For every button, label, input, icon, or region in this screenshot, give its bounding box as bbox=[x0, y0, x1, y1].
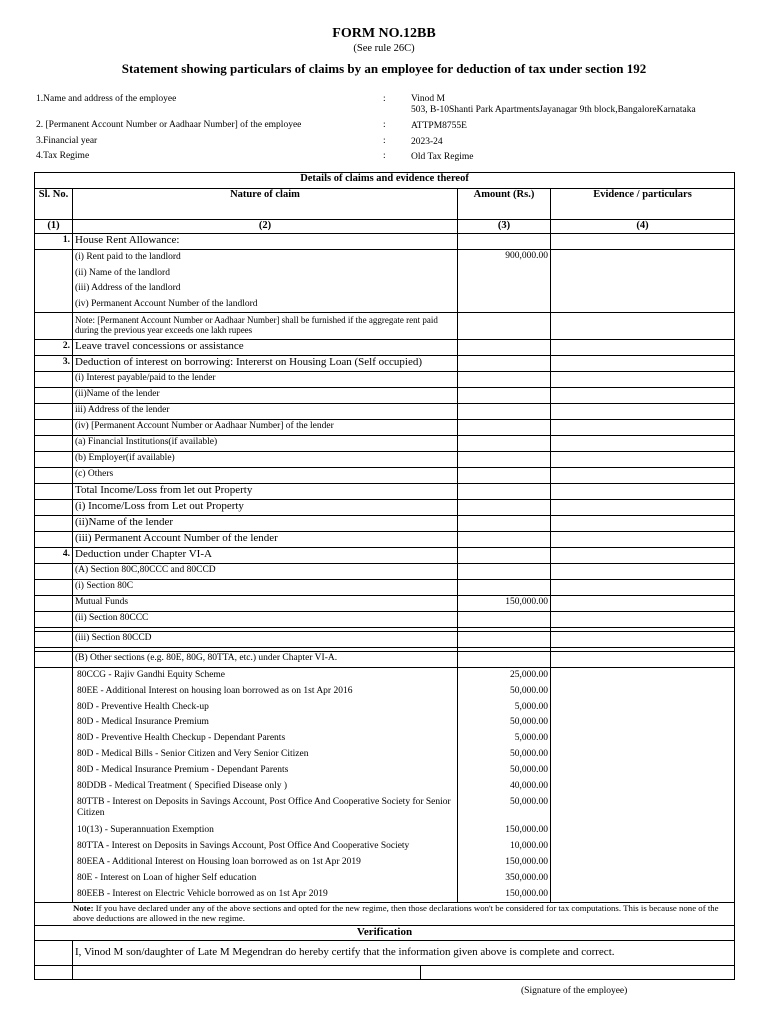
deduction-amount: 50,000.00 bbox=[510, 748, 548, 759]
list-item: (ii) Section 80CCC bbox=[73, 612, 458, 628]
colon: : bbox=[383, 94, 386, 104]
employee-address-value: 503, B-10Shanti Park ApartmentsJayanagar 9th block,BangaloreKarnataka bbox=[411, 105, 696, 115]
subsection-head: (B) Other sections (e.g. 80E, 80G, 80TTA, etc.) under Chapter VI-A. bbox=[73, 652, 458, 668]
list-item: (b) Employer(if available) bbox=[73, 452, 458, 468]
deduction-amount: 40,000.00 bbox=[510, 780, 548, 791]
section-title: Deduction of interest on borrowing: Intererst on Housing Loan (Self occupied) bbox=[73, 356, 458, 372]
colon: : bbox=[383, 136, 386, 146]
deduction-label: 10(13) - Superannuation Exemption bbox=[77, 825, 214, 836]
section-title: House Rent Allowance: bbox=[73, 234, 458, 250]
verification-text: I, Vinod M son/daughter of Late M Megendran do hereby certify that the information given above is complete and correct. bbox=[73, 941, 735, 966]
deduction-amount: 50,000.00 bbox=[510, 717, 548, 728]
deduction-amount: 5,000.00 bbox=[514, 733, 548, 744]
deduction-label: 80EEB - Interest on Electric Vehicle borrowed as on 1st Apr 2019 bbox=[77, 888, 328, 899]
tax-regime-label: 4.Tax Regime bbox=[36, 151, 90, 161]
deduction-label: 80D - Preventive Health Checkup - Dependant Parents bbox=[77, 733, 286, 744]
table-caption: Details of claims and evidence thereof bbox=[35, 173, 735, 189]
deduction-amount: 150,000.00 bbox=[505, 888, 548, 899]
landlord-pan-label: (iv) Permanent Account Number of the landlord bbox=[75, 298, 258, 309]
claims-table bbox=[34, 172, 735, 980]
header-nature: Nature of claim bbox=[73, 189, 458, 220]
deduction-label: 80CCG - Rajiv Gandhi Equity Scheme bbox=[77, 670, 226, 680]
list-item: (iv) [Permanent Account Number or Aadhaar Number] of the lender bbox=[73, 420, 458, 436]
form-title: FORM NO.12BB bbox=[332, 26, 436, 41]
list-item: iii) Address of the lender bbox=[73, 404, 458, 420]
deduction-amount: 150,000.00 bbox=[505, 856, 548, 867]
note-label: Note: bbox=[73, 903, 94, 914]
hra-note: Note: [Permanent Account Number or Aadhaar Number] shall be furnished if the aggregate rent paid during the previous year exceeds one lakh rupees bbox=[73, 313, 458, 340]
section-number: 2. bbox=[35, 340, 73, 356]
deduction-label: 80E - Interest on Loan of higher Self education bbox=[77, 872, 257, 883]
deduction-label: 80TTA - Interest on Deposits in Savings Account, Post Office And Cooperative Society bbox=[77, 841, 410, 852]
deduction-amount: 10,000.00 bbox=[510, 841, 548, 852]
deduction-amount: 25,000.00 bbox=[510, 670, 548, 680]
employee-pan-value: ATTPM8755E bbox=[411, 121, 467, 131]
employee-name-label: 1.Name and address of the employee bbox=[36, 94, 177, 104]
deduction-label: 80D - Medical Insurance Premium - Dependant Parents bbox=[77, 764, 289, 775]
section-number: 1. bbox=[35, 234, 73, 250]
deduction-amount: 5,000.00 bbox=[514, 701, 548, 712]
list-item: (i) Interest payable/paid to the lender bbox=[73, 372, 458, 388]
list-item: (c) Others bbox=[73, 468, 458, 484]
deduction-label: 80D - Preventive Health Check-up bbox=[77, 701, 209, 712]
colnum-3: (3) bbox=[458, 220, 551, 234]
form-rule: (See rule 26C) bbox=[353, 43, 415, 54]
colnum-4: (4) bbox=[551, 220, 735, 234]
tax-regime-value: Old Tax Regime bbox=[411, 152, 474, 162]
deduction-label: 80EEA - Additional Interest on Housing loan borrowed as on 1st Apr 2019 bbox=[77, 856, 361, 867]
form-heading: Statement showing particulars of claims by an employee for deduction of tax under section 192 bbox=[121, 61, 647, 76]
header-evidence: Evidence / particulars bbox=[551, 189, 735, 220]
rent-amount: 900,000.00 bbox=[458, 250, 551, 313]
section-number: 3. bbox=[35, 356, 73, 372]
financial-year-value: 2023-24 bbox=[411, 137, 443, 147]
list-item: (iii) Permanent Account Number of the lender bbox=[73, 532, 458, 548]
deduction-label: 80D - Medical Bills - Senior Citizen and Very Senior Citizen bbox=[77, 748, 309, 759]
section-number: 4. bbox=[35, 548, 73, 564]
landlord-address-label: (iii) Address of the landlord bbox=[75, 283, 181, 293]
list-item: Mutual Funds bbox=[73, 596, 458, 612]
rent-paid-label: (i) Rent paid to the landlord bbox=[75, 252, 181, 262]
list-item: (ii)Name of the lender bbox=[73, 516, 458, 532]
colon: : bbox=[383, 120, 386, 130]
deduction-amount: 350,000.00 bbox=[505, 872, 548, 883]
header-amount: Amount (Rs.) bbox=[458, 189, 551, 220]
deduction-label: 80EE - Additional Interest on housing loan borrowed as on 1st Apr 2016 bbox=[77, 685, 353, 696]
deduction-amount: 150,000.00 bbox=[505, 825, 548, 836]
deduction-amount: 50,000.00 bbox=[510, 685, 548, 696]
signature-label: (Signature of the employee) bbox=[521, 986, 628, 996]
section-title: Deduction under Chapter VI-A bbox=[73, 548, 458, 564]
deduction-label: 80D - Medical Insurance Premium bbox=[77, 717, 209, 728]
colnum-1: (1) bbox=[35, 220, 73, 234]
list-item: (ii)Name of the lender bbox=[73, 388, 458, 404]
mf-amount: 150,000.00 bbox=[458, 596, 551, 612]
list-item: (a) Financial Institutions(if available) bbox=[73, 436, 458, 452]
regime-note: If you have declared under any of the above sections and opted for the new regime, then those declarations won't be considered for tax computations. This is because none of the above deductions are allowed in the new regime. bbox=[73, 903, 719, 923]
deduction-label: 80TTB - Interest on Deposits in Savings Account, Post Office And Cooperative Society for Senior Citizen bbox=[77, 797, 451, 819]
list-item: Total Income/Loss from let out Property bbox=[73, 484, 458, 500]
colnum-2: (2) bbox=[73, 220, 458, 234]
list-item: (i) Section 80C bbox=[73, 580, 458, 596]
landlord-name-label: (ii) Name of the landlord bbox=[75, 267, 170, 278]
list-item: (iii) Section 80CCD bbox=[73, 632, 458, 648]
employee-pan-label: 2. [Permanent Account Number or Aadhaar Number] of the employee bbox=[36, 120, 302, 130]
subsection-head: (A) Section 80C,80CCC and 80CCD bbox=[73, 564, 458, 580]
colon: : bbox=[383, 151, 386, 161]
header-sl: Sl. No. bbox=[35, 189, 73, 220]
section-title: Leave travel concessions or assistance bbox=[73, 340, 458, 356]
deduction-label: 80DDB - Medical Treatment ( Specified Disease only ) bbox=[77, 780, 288, 791]
verification-heading: Verification bbox=[35, 926, 735, 941]
list-item: (i) Income/Loss from Let out Property bbox=[73, 500, 458, 516]
deduction-amount: 50,000.00 bbox=[510, 797, 548, 808]
financial-year-label: 3.Financial year bbox=[36, 136, 98, 146]
deduction-amount: 50,000.00 bbox=[510, 764, 548, 775]
employee-name-value: Vinod M bbox=[411, 94, 446, 104]
